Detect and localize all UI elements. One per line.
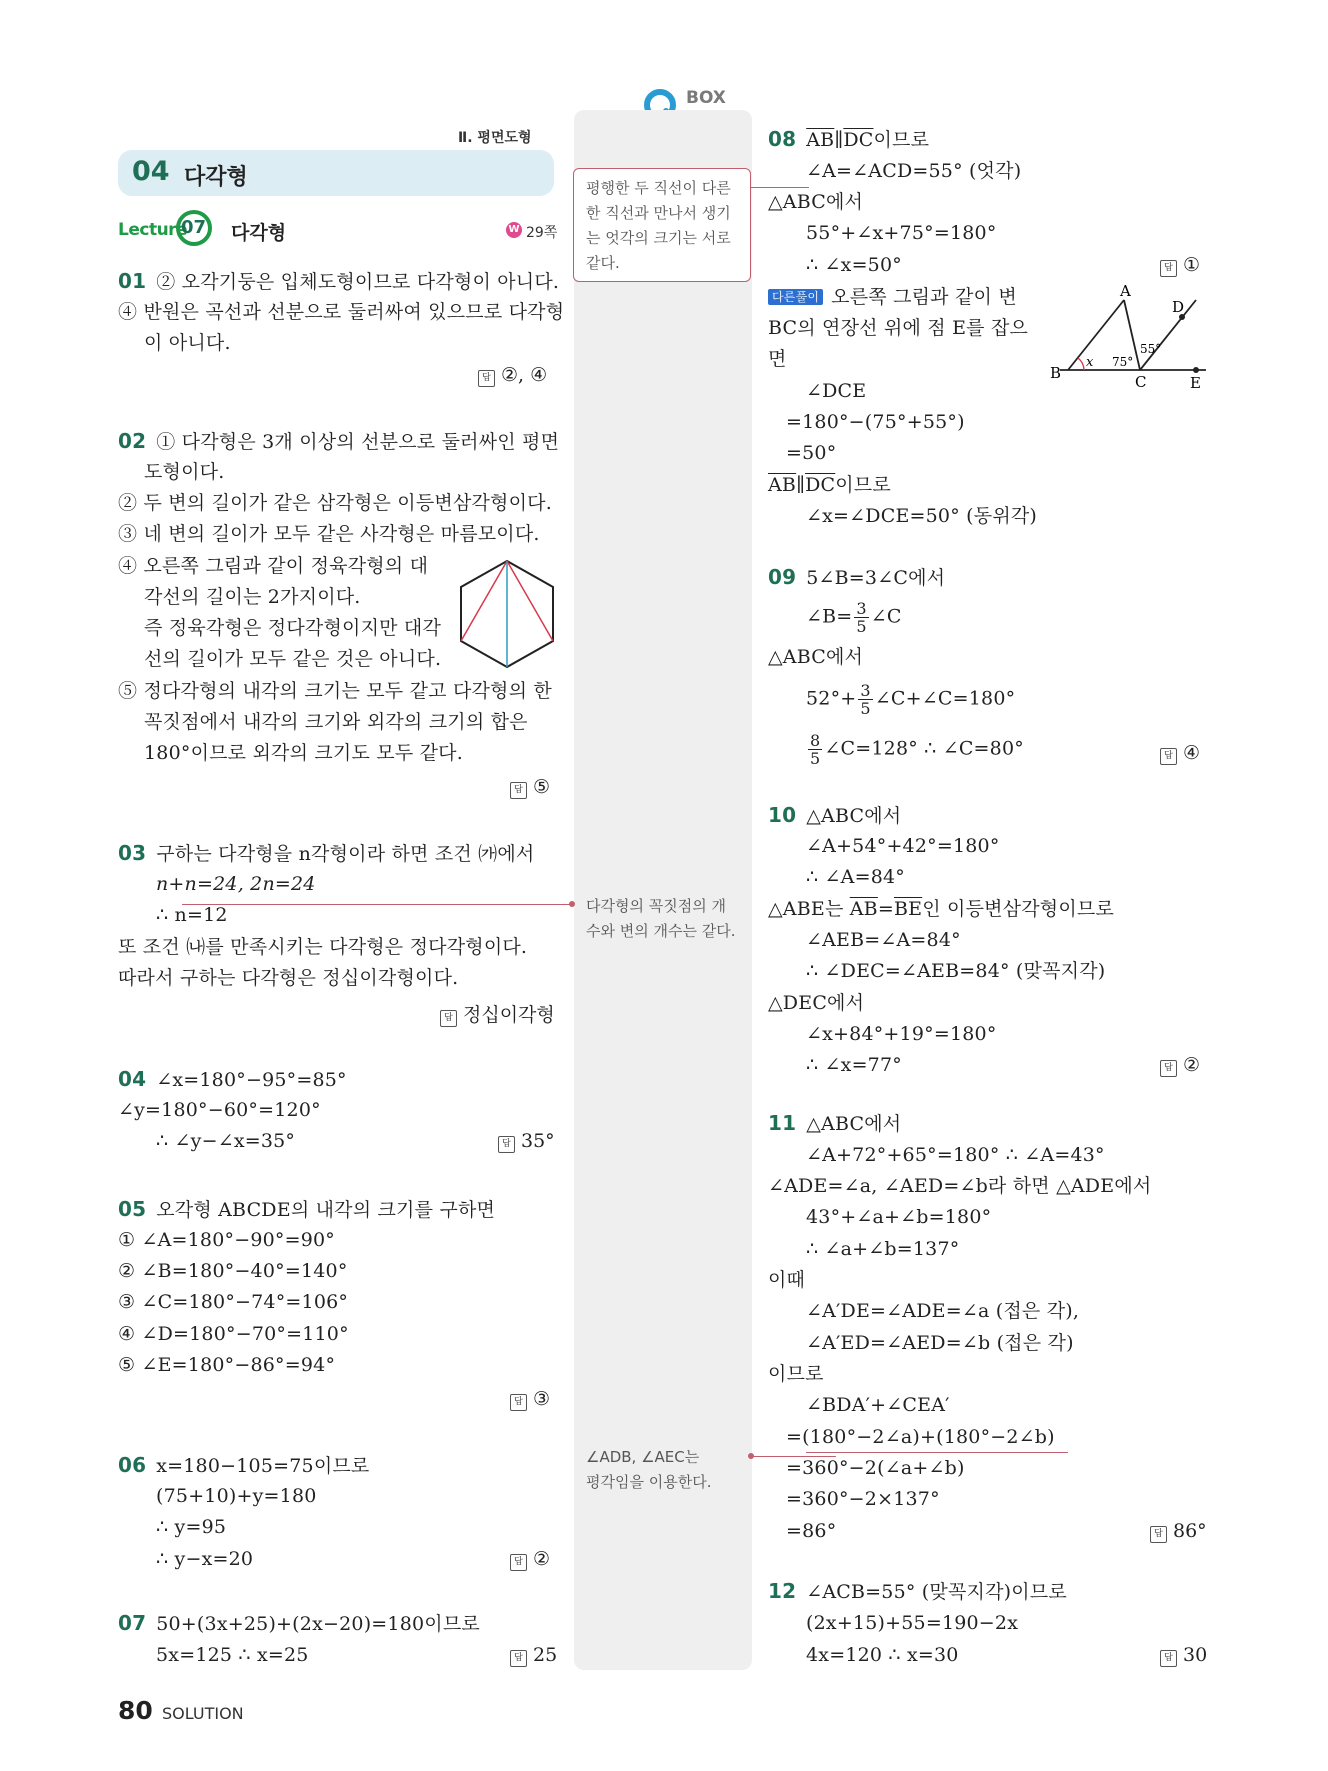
problem-03-line: ∴ n=12 xyxy=(156,904,228,926)
note-dot-3 xyxy=(748,1453,754,1459)
fraction: $\frac{3}{5}$ xyxy=(856,599,867,636)
problem-03-line: 03 구하는 다각형을 n각형이라 하면 조건 ㈎에서 xyxy=(118,841,535,865)
problem-05-line: ① ∠A=180°−90°=90° xyxy=(118,1229,335,1251)
lecture-page-ref: 29쪽 xyxy=(526,225,558,241)
problem-04-line: ∴ ∠y−∠x=35° xyxy=(156,1130,296,1152)
lecture-number: 07 xyxy=(181,217,207,238)
answer-icon: 답 xyxy=(1160,748,1177,765)
problem-08-alt-line: 면 xyxy=(768,348,787,370)
problem-number: 06 xyxy=(118,1453,147,1477)
w-icon: W xyxy=(506,222,522,238)
problem-11-line: ∠A+72°+65°=180° ∴ ∠A=43° xyxy=(806,1144,1105,1166)
problem-03-line: 따라서 구하는 다각형은 정십이각형이다. xyxy=(118,967,459,989)
problem-02-line: 즉 정육각형은 정다각형이지만 대각 xyxy=(144,617,442,639)
problem-01-line: 이 아니다. xyxy=(144,332,231,354)
problem-02-line: 180°이므로 외각의 크기도 모두 같다. xyxy=(144,742,463,764)
problem-05-line: 05 오각형 ABCDE의 내각의 크기를 구하면 xyxy=(118,1197,496,1221)
problem-01-line: ④ 반원은 곡선과 선분으로 둘러싸여 있으므로 다각형 xyxy=(118,301,565,323)
problem-05-line: ⑤ ∠E=180°−86°=94° xyxy=(118,1354,336,1376)
problem-11-line: ∠A′ED=∠AED=∠b (접은 각) xyxy=(806,1332,1074,1354)
problem-08-line: ∴ ∠x=50° xyxy=(806,254,902,276)
note-connector-2 xyxy=(182,904,572,905)
problem-11-line: =360°−2(∠a+∠b) xyxy=(786,1457,965,1479)
problem-number: 03 xyxy=(118,841,147,865)
problem-04-line: ∠y=180°−60°=120° xyxy=(118,1099,321,1121)
problem-number: 11 xyxy=(768,1111,797,1135)
problem-11-line: 11 △ABC에서 xyxy=(768,1111,902,1135)
problem-03-line: n+n=24, 2n=24 xyxy=(156,873,316,895)
answer-11: 답 86° xyxy=(1150,1520,1207,1543)
problem-number: 10 xyxy=(768,803,797,827)
answer-01: 답 ②, ④ xyxy=(478,364,547,387)
answer-02: 답 ⑤ xyxy=(510,776,550,799)
problem-08-line: 55°+∠x+75°=180° xyxy=(806,222,997,244)
fraction: $\frac{3}{5}$ xyxy=(860,681,871,718)
problem-12-line: 4x=120 ∴ x=30 xyxy=(806,1644,959,1666)
label-75: 75° xyxy=(1112,355,1134,369)
alt-solution-tag: 다른풀이 xyxy=(768,289,823,305)
line-cd xyxy=(1140,300,1196,370)
chapter-title: 다각형 xyxy=(184,165,248,190)
problem-11-line: ∠ADE=∠a, ∠AED=∠b라 하면 △ADE에서 xyxy=(768,1175,1152,1197)
answer-icon: 답 xyxy=(498,1136,515,1153)
problem-10-line: ∴ ∠x=77° xyxy=(806,1054,902,1076)
answer-08: 답 ① xyxy=(1160,254,1200,277)
problem-02-line: ③ 네 변의 길이가 모두 같은 사각형은 마름모이다. xyxy=(118,523,540,545)
problem-11-line: =(180°−2∠a)+(180°−2∠b) xyxy=(786,1426,1055,1448)
answer-06: 답 ② xyxy=(510,1548,550,1571)
side-note-3-line: ∠ADB, ∠AEC는 xyxy=(586,1448,700,1466)
label-x: x xyxy=(1086,355,1094,370)
label-55: 55° xyxy=(1140,342,1162,356)
label-b: B xyxy=(1050,364,1062,382)
problem-09-line: $\frac{8}{5}$ ∠C=128° ∴ ∠C=80° xyxy=(810,731,1024,768)
problem-04-line: 04 ∠x=180°−95°=85° xyxy=(118,1067,347,1091)
problem-01-line: 01 ② 오각기둥은 입체도형이므로 다각형이 아니다. xyxy=(118,269,560,293)
fraction: $\frac{8}{5}$ xyxy=(810,731,821,768)
problem-number: 04 xyxy=(118,1067,147,1091)
side-note-1 xyxy=(586,176,731,276)
side-note-1-line: 같다. xyxy=(586,254,620,272)
note-dot-2 xyxy=(569,901,575,907)
label-c: C xyxy=(1135,373,1147,391)
label-e: E xyxy=(1190,374,1201,392)
problem-08-alt-line: 다른풀이 오른쪽 그림과 같이 변 xyxy=(768,282,1017,312)
side-note-2-line: 다각형의 꼭짓점의 개 xyxy=(586,897,726,915)
side-note-3-line: 평각임을 이용한다. xyxy=(586,1473,712,1491)
problem-number: 02 xyxy=(118,429,147,453)
footer-label: SOLUTION xyxy=(162,1704,244,1723)
answer-icon: 답 xyxy=(1160,260,1177,277)
problem-number: 08 xyxy=(768,127,797,151)
side-note-2-line: 수와 변의 개수는 같다. xyxy=(586,922,736,940)
problem-02-line: ② 두 변의 길이가 같은 삼각형은 이등변삼각형이다. xyxy=(118,492,552,514)
answer-icon: 답 xyxy=(510,1650,527,1667)
problem-11-line: ∠BDA′+∠CEA′ xyxy=(806,1394,950,1416)
answer-07: 답 25 xyxy=(510,1644,557,1667)
problem-12-line: 12 ∠ACB=55° (맞꼭지각)이므로 xyxy=(768,1579,1067,1603)
answer-icon: 답 xyxy=(510,1554,527,1571)
answer-icon: 답 xyxy=(1150,1526,1167,1543)
problem-10-line: △DEC에서 xyxy=(768,992,865,1014)
lecture-header xyxy=(118,210,558,250)
lecture-title: 다각형 xyxy=(231,222,287,244)
problem-10-line: △ABE는 $\overline{AB}=\overline{BE}$인 이등변삼각형이므로 xyxy=(768,898,1114,920)
answer-icon: 답 xyxy=(510,782,527,799)
answer-icon: 답 xyxy=(1160,1060,1177,1077)
problem-number: 05 xyxy=(118,1197,147,1221)
problem-number: 12 xyxy=(768,1579,797,1603)
problem-02-line: 각선의 길이는 2가지이다. xyxy=(144,586,361,608)
problem-05-line: ② ∠B=180°−40°=140° xyxy=(118,1260,348,1282)
problem-11-line: 이므로 xyxy=(768,1363,824,1385)
problem-11-line: =86° xyxy=(786,1520,837,1542)
problem-10-line: ∠x+84°+19°=180° xyxy=(806,1023,997,1045)
answer-05: 답 ③ xyxy=(510,1388,550,1411)
section-label: Ⅱ. 평면도형 xyxy=(458,130,532,146)
side-note-2 xyxy=(586,894,735,944)
problem-10-line: ∴ ∠A=84° xyxy=(806,866,905,888)
problem-09-line: 09 5∠B=3∠C에서 xyxy=(768,565,946,589)
problem-08-alt-line: $\overline{AB}\parallel\overline{DC}$이므로 xyxy=(768,474,891,496)
problem-09-line: ∠B= $\frac{3}{5}$ ∠C xyxy=(806,599,902,636)
problem-06-line: (75+10)+y=180 xyxy=(156,1485,317,1507)
problem-06-line: ∴ y−x=20 xyxy=(156,1548,254,1570)
problem-02-line: 도형이다. xyxy=(144,461,225,483)
problem-06-line: ∴ y=95 xyxy=(156,1516,227,1538)
problem-08-alt-line: =50° xyxy=(786,442,837,464)
problem-08-line: 08 $\overline{AB}\parallel\overline{DC}$이므로 xyxy=(768,127,930,151)
problem-02-line: 02 ① 다각형은 3개 이상의 선분으로 둘러싸인 평면 xyxy=(118,429,560,453)
answer-03: 답 정십이각형 xyxy=(440,1000,555,1027)
side-note-1-line: 는 엇각의 크기는 서로 xyxy=(586,229,731,247)
answer-icon: 답 xyxy=(478,370,495,387)
side-note-3 xyxy=(586,1445,711,1495)
lecture-word: Lecture xyxy=(118,220,188,240)
problem-11-line: 이때 xyxy=(768,1269,806,1291)
problem-11-line: ∴ ∠a+∠b=137° xyxy=(806,1238,960,1260)
triangle-figure-08 xyxy=(1050,284,1210,394)
answer-icon: 답 xyxy=(440,1010,457,1027)
problem-05-line: ③ ∠C=180°−74°=106° xyxy=(118,1291,349,1313)
problem-02-line: 선의 길이가 모두 같은 것은 아니다. xyxy=(144,648,442,670)
problem-08-alt-line: ∠x=∠DCE=50° (동위각) xyxy=(806,505,1038,527)
sidebar-column xyxy=(574,110,752,1670)
answer-04: 답 35° xyxy=(498,1130,555,1153)
problem-11-line: =360°−2×137° xyxy=(786,1488,940,1510)
point-e xyxy=(1193,367,1199,373)
problem-08-alt-line: =180°−(75°+55°) xyxy=(786,411,965,433)
problem-09-line: △ABC에서 xyxy=(768,646,864,668)
hexagon-figure xyxy=(456,558,558,670)
label-d: D xyxy=(1172,298,1185,316)
answer-12: 답 30 xyxy=(1160,1644,1207,1667)
problem-10-line: ∠AEB=∠A=84° xyxy=(806,929,961,951)
problem-08-line: △ABC에서 xyxy=(768,191,864,213)
problem-number: 01 xyxy=(118,269,147,293)
problem-02-line: ④ 오른쪽 그림과 같이 정육각형의 대 xyxy=(118,555,429,577)
problem-02-line: 꼭짓점에서 내각의 크기와 외각의 크기의 합은 xyxy=(144,711,528,733)
side-note-1-line: 평행한 두 직선이 다른 xyxy=(586,179,731,197)
answer-10: 답 ② xyxy=(1160,1054,1200,1077)
answer-09: 답 ④ xyxy=(1160,742,1200,765)
problem-08-alt-line: BC의 연장선 위에 점 E를 잡으 xyxy=(768,317,1029,339)
side-note-1-line: 한 직선과 만나서 생기 xyxy=(586,204,731,222)
answer-icon: 답 xyxy=(1160,1650,1177,1667)
page-number: 80 xyxy=(118,1696,153,1725)
problem-number: 09 xyxy=(768,565,797,589)
problem-11-line: ∠A′DE=∠ADE=∠a (접은 각), xyxy=(806,1300,1080,1322)
label-a: A xyxy=(1120,284,1131,300)
problem-03-line: 또 조건 ㈏를 만족시키는 다각형은 정다각형이다. xyxy=(118,936,528,958)
problem-07-line: 5x=125 ∴ x=25 xyxy=(156,1644,309,1666)
problem-02-line: ⑤ 정다각형의 내각의 크기는 모두 같고 다각형의 한 xyxy=(118,680,552,702)
problem-07-line: 07 50+(3x+25)+(2x−20)=180이므로 xyxy=(118,1611,480,1635)
problem-10-line: ∴ ∠DEC=∠AEB=84° (맞꼭지각) xyxy=(806,960,1106,982)
problem-08-alt-line: ∠DCE xyxy=(806,380,867,402)
problem-08-line: ∠A=∠ACD=55° (엇각) xyxy=(806,160,1022,182)
chapter-number: 04 xyxy=(132,156,170,187)
problem-06-line: 06 x=180−105=75이므로 xyxy=(118,1453,370,1477)
problem-09-line: 52°+ $\frac{3}{5}$ ∠C+∠C=180° xyxy=(806,681,1016,718)
problem-10-line: 10 △ABC에서 xyxy=(768,803,902,827)
problem-number: 07 xyxy=(118,1611,147,1635)
problem-12-line: (2x+15)+55=190−2x xyxy=(806,1612,1019,1634)
problem-10-line: ∠A+54°+42°=180° xyxy=(806,835,1000,857)
problem-11-line: 43°+∠a+∠b=180° xyxy=(806,1206,992,1228)
box-label: BOX xyxy=(686,88,726,108)
chapter-banner xyxy=(118,150,554,196)
problem-05-line: ④ ∠D=180°−70°=110° xyxy=(118,1323,349,1345)
answer-icon: 답 xyxy=(510,1394,527,1411)
